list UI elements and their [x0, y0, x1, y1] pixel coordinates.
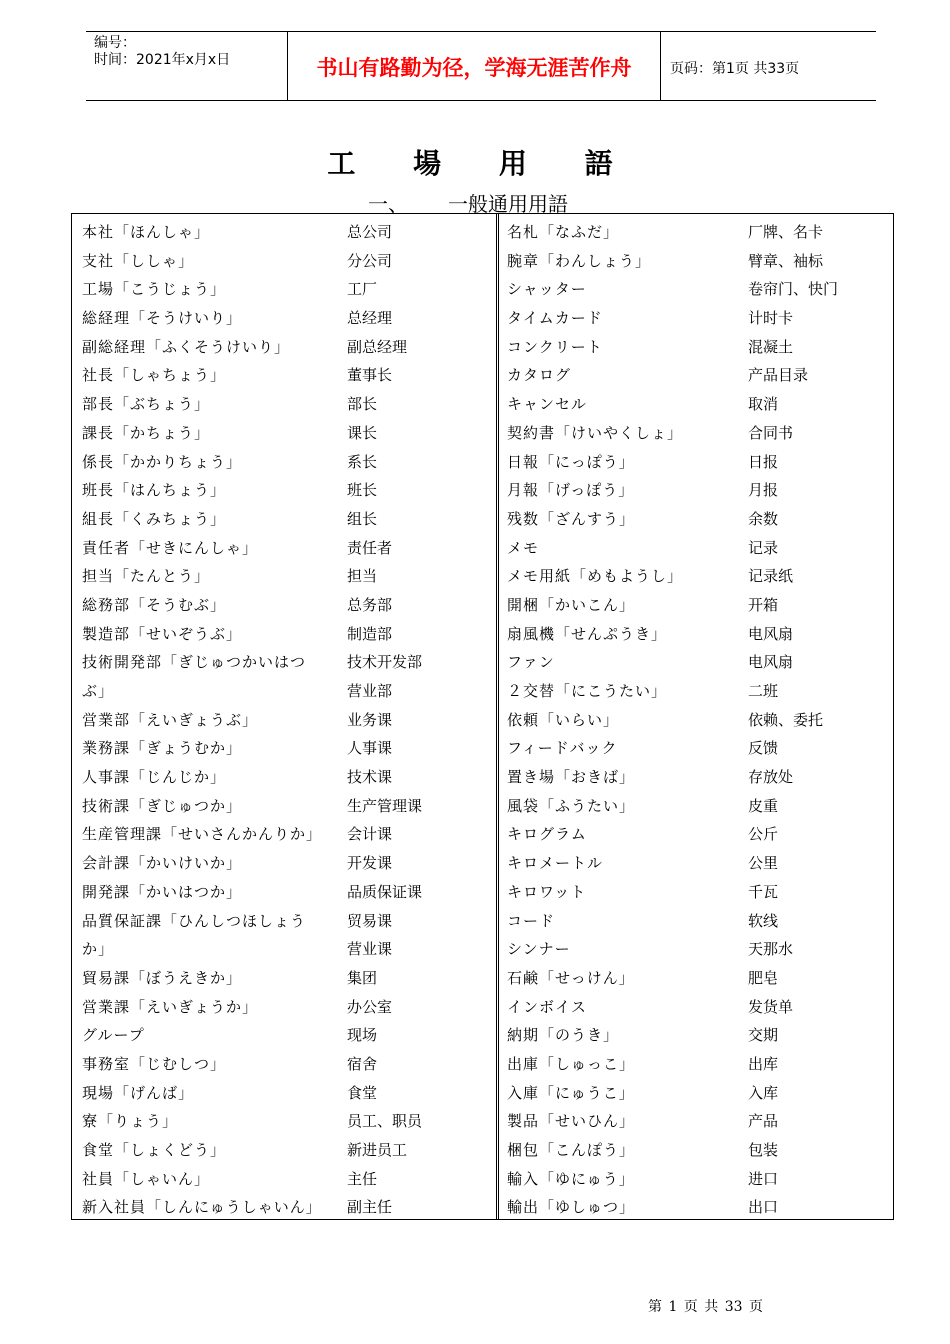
term-cell: 開梱「かいこん」 — [507, 595, 636, 614]
term-cell: 名札「なふだ」 — [507, 223, 620, 241]
term-cell: 副主任 — [347, 1198, 393, 1217]
term-cell: 係長「かかりちょう」 — [82, 452, 243, 471]
term-cell: フィードバック — [507, 739, 618, 758]
term-cell: 製造部「せいぞうぶ」 — [82, 624, 243, 643]
term-cell: 责任者 — [347, 538, 393, 557]
term-cell: 部长 — [347, 395, 378, 414]
term-cell: 部長「ぶちょう」 — [82, 395, 211, 414]
term-cell: 納期「のうき」 — [507, 1026, 620, 1045]
term-cell: 会計課「かいけいか」 — [82, 854, 243, 873]
term-cell: 工厂 — [347, 280, 378, 299]
term-cell: 組長「くみちょう」 — [82, 509, 227, 528]
table-divider — [496, 214, 499, 1219]
term-cell: タイムカード — [507, 309, 603, 328]
term-cell: 営業課「えいぎょうか」 — [82, 997, 259, 1016]
term-cell: キログラム — [507, 825, 587, 844]
term-cell: 総経理「そうけいり」 — [82, 309, 243, 328]
term-cell: 社員「しゃいん」 — [82, 1169, 211, 1188]
term-cell: 新进员工 — [347, 1141, 408, 1159]
term-cell: 腕章「わんしょう」 — [507, 251, 652, 270]
header-page-info: 页码：第1页 共33页 — [670, 61, 800, 77]
term-cell: 宿舍 — [347, 1054, 378, 1073]
term-cell: 担当 — [347, 567, 378, 586]
term-cell: 合同书 — [748, 423, 794, 442]
term-cell: 工場「こうじょう」 — [82, 280, 227, 299]
section-number: 一、 — [368, 192, 408, 216]
term-cell: 员工、职员 — [347, 1112, 423, 1131]
page-footer: 第 1 页 共 33 页 — [648, 1299, 763, 1315]
term-cell: 制造部 — [347, 624, 393, 643]
term-cell: 电风扇 — [748, 624, 794, 643]
page-header — [86, 31, 876, 101]
document-title: 工 場 用 語 — [327, 147, 637, 180]
term-cell: 存放处 — [748, 768, 794, 787]
term-cell: 輸入「ゆにゅう」 — [507, 1169, 635, 1188]
term-cell: コンクリート — [507, 337, 603, 356]
term-cell: 入库 — [748, 1083, 779, 1102]
term-cell: 新入社員「しんにゅうしゃいん」 — [82, 1198, 322, 1217]
term-cell: グループ — [82, 1026, 145, 1045]
term-cell: 班長「はんちょう」 — [82, 481, 227, 500]
term-cell: 現場「げんば」 — [82, 1083, 195, 1102]
japanese-terms-left — [82, 218, 337, 1222]
term-cell: 课长 — [347, 423, 378, 442]
term-cell: 贸易课 — [347, 911, 393, 930]
term-cell: 日报 — [748, 452, 779, 471]
term-cell: 发货单 — [748, 997, 794, 1016]
term-cell: 取消 — [748, 395, 779, 414]
term-cell: 責任者「せきにんしゃ」 — [82, 538, 259, 557]
term-cell: 臂章、袖标 — [748, 251, 824, 270]
term-cell: 肥皂 — [748, 968, 779, 987]
term-cell: 技術開発部「ぎじゅつかいはつ — [82, 653, 307, 672]
term-cell: 进口 — [748, 1169, 779, 1188]
chinese-terms-right — [748, 218, 888, 1222]
term-cell: インボイス — [507, 997, 587, 1016]
term-cell: カタログ — [507, 366, 572, 385]
header-meta — [94, 35, 230, 69]
term-cell: 班长 — [347, 481, 378, 500]
term-cell: 会计课 — [347, 825, 393, 844]
term-cell: 副総経理「ふくそうけいり」 — [82, 337, 291, 356]
term-cell: 混凝土 — [748, 337, 794, 356]
term-cell: 開発課「かいはつか」 — [82, 882, 243, 901]
term-cell: 千瓦 — [748, 882, 779, 901]
term-cell: 置き場「おきば」 — [507, 768, 636, 787]
term-cell: 总务部 — [347, 595, 393, 614]
time-label: 时间：2021年x月x日 — [94, 52, 231, 68]
term-cell: 本社「ほんしゃ」 — [82, 223, 211, 241]
section-text: 一般通用用語 — [448, 192, 568, 216]
term-cell: 天那水 — [748, 940, 794, 959]
term-cell: 公斤 — [748, 825, 779, 844]
term-cell: 软线 — [748, 911, 779, 930]
code-label: 编号： — [94, 35, 136, 51]
term-cell: 扇風機「せんぷうき」 — [507, 624, 668, 643]
term-cell: 残数「ざんすう」 — [507, 509, 636, 528]
term-cell: 二班 — [748, 682, 779, 700]
term-cell: 技術課「ぎじゅつか」 — [82, 796, 243, 815]
term-cell: 现场 — [347, 1026, 378, 1045]
japanese-terms-right — [507, 218, 737, 1222]
term-cell: 出库 — [748, 1054, 779, 1073]
term-cell: 事務室「じむしつ」 — [82, 1054, 227, 1073]
term-cell: 卷帘门、快门 — [748, 280, 839, 299]
term-cell: 社長「しゃちょう」 — [82, 366, 227, 385]
term-cell: 出口 — [748, 1198, 779, 1217]
term-cell: 貿易課「ぼうえきか」 — [82, 968, 243, 987]
term-cell: 総務部「そうむぶ」 — [82, 595, 227, 614]
term-cell: シャッター — [507, 280, 587, 299]
term-cell: 生产管理课 — [347, 796, 423, 815]
term-cell: 系长 — [347, 452, 378, 471]
term-cell: 輸出「ゆしゅつ」 — [507, 1198, 636, 1217]
term-cell: 公里 — [748, 854, 779, 873]
term-cell: 寮「りょう」 — [82, 1112, 179, 1131]
term-cell: 产品 — [748, 1112, 779, 1131]
term-cell: 技术课 — [347, 768, 393, 787]
term-cell: 营业部 — [347, 682, 393, 700]
term-cell: ぶ」 — [82, 682, 115, 700]
term-cell: 製品「せいひん」 — [507, 1112, 636, 1131]
term-cell: 食堂「しょくどう」 — [82, 1141, 227, 1159]
term-cell: 组长 — [347, 509, 378, 528]
term-cell: 月报 — [748, 481, 779, 500]
term-cell: 依赖、委托 — [748, 710, 824, 729]
term-cell: 电风扇 — [748, 653, 794, 672]
term-cell: 課長「かちょう」 — [82, 423, 211, 442]
term-cell: か」 — [82, 940, 115, 959]
term-cell: 石鹸「せっけん」 — [507, 968, 635, 987]
term-cell: キロワット — [507, 882, 587, 901]
term-cell: 办公室 — [347, 997, 393, 1016]
term-cell: 月報「げっぽう」 — [507, 481, 635, 500]
term-cell: 品質保証課「ひんしつほしょう — [82, 911, 307, 930]
term-cell: 出庫「しゅっこ」 — [507, 1054, 636, 1073]
term-cell: 技术开发部 — [347, 653, 423, 672]
term-cell: メモ — [507, 538, 540, 557]
term-cell: 日報「にっぽう」 — [507, 452, 635, 471]
term-cell: 余数 — [748, 509, 779, 528]
term-cell: 包装 — [748, 1141, 779, 1159]
term-cell: 交期 — [748, 1026, 779, 1045]
header-divider — [660, 32, 661, 100]
term-cell: 支社「ししゃ」 — [82, 251, 195, 270]
term-cell: 董事长 — [347, 366, 393, 385]
term-cell: 厂牌、名卡 — [748, 223, 824, 241]
term-cell: 集团 — [347, 968, 378, 987]
term-cell: ２交替「にこうたい」 — [507, 682, 668, 700]
term-cell: 人事課「じんじか」 — [82, 768, 227, 787]
term-cell: 总经理 — [347, 309, 393, 328]
term-cell: 皮重 — [748, 796, 779, 815]
term-cell: 开发课 — [347, 854, 393, 873]
header-motto: 书山有路勤为径，学海无涯苦作舟 — [316, 56, 632, 80]
chinese-terms-left — [347, 218, 487, 1222]
term-cell: 入庫「にゅうこ」 — [507, 1083, 635, 1102]
term-cell: ファン — [507, 653, 555, 672]
term-cell: 風袋「ふうたい」 — [507, 796, 636, 815]
term-cell: 契約書「けいやくしょ」 — [507, 423, 684, 442]
term-cell: 依頼「いらい」 — [507, 710, 620, 729]
term-cell: 食堂 — [347, 1083, 378, 1102]
term-cell: 副总经理 — [347, 337, 408, 356]
term-cell: キャンセル — [507, 395, 588, 414]
term-cell: 人事课 — [347, 739, 393, 758]
term-cell: キロメートル — [507, 854, 604, 873]
term-cell: 业务课 — [347, 710, 393, 729]
term-cell: 反馈 — [748, 739, 779, 758]
term-cell: 担当「たんとう」 — [82, 567, 211, 586]
term-cell: 業務課「ぎょうむか」 — [82, 739, 243, 758]
term-cell: 营业课 — [347, 940, 393, 959]
term-cell: 总公司 — [347, 223, 393, 241]
term-cell: メモ用紙「めもようし」 — [507, 567, 684, 586]
term-cell: 営業部「えいぎょうぶ」 — [82, 710, 259, 729]
term-cell: 梱包「こんぽう」 — [507, 1141, 636, 1159]
glossary-table — [71, 213, 894, 1220]
term-cell: 产品目录 — [748, 366, 809, 385]
term-cell: 生産管理課「せいさんかんりか」 — [82, 825, 323, 844]
term-cell: 记录 — [748, 538, 779, 557]
term-cell: 记录纸 — [748, 567, 794, 586]
term-cell: 开箱 — [748, 595, 779, 614]
term-cell: 品质保证课 — [347, 882, 423, 901]
term-cell: 分公司 — [347, 251, 393, 270]
term-cell: コード — [507, 911, 556, 930]
term-cell: シンナー — [507, 940, 571, 959]
term-cell: 主任 — [347, 1169, 378, 1188]
term-cell: 计时卡 — [748, 309, 794, 328]
